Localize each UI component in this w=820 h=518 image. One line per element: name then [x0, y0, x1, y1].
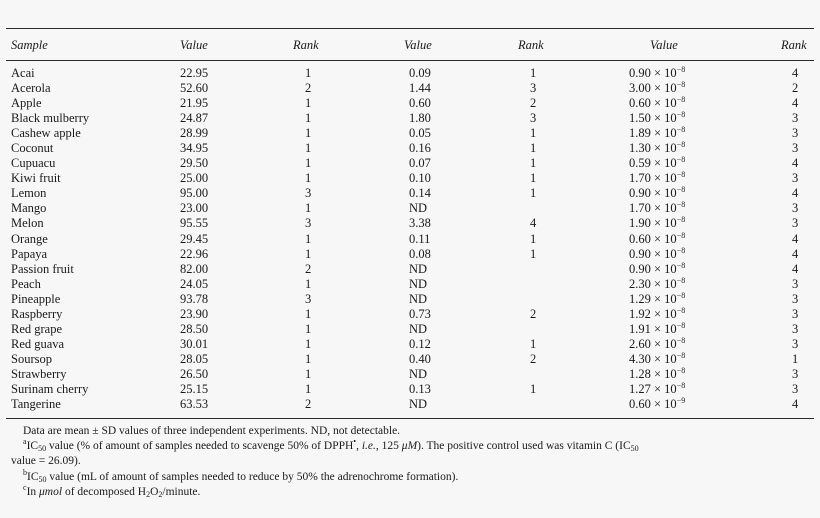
cell-value-b: ND: [409, 291, 428, 306]
cell-rank-b: 1: [530, 381, 537, 396]
cell-rank-c: 3: [792, 111, 799, 126]
header-sample: Sample: [11, 38, 48, 52]
cell-value-b: ND: [409, 201, 428, 216]
cell-rank-a: 1: [305, 96, 312, 111]
cell-value-a: 24.05: [180, 276, 209, 291]
cell-rank-c: 4: [792, 246, 799, 261]
cell-rank-b: 2: [530, 351, 537, 366]
table-row: [0, 186, 820, 201]
cell-rank-c: 3: [792, 291, 799, 306]
header-rank-a: Rank: [293, 38, 319, 52]
cell-rank-a: 1: [305, 351, 312, 366]
cell-rank-b: 2: [530, 96, 537, 111]
table-row: [0, 126, 820, 141]
cell-value-a: 30.01: [180, 336, 209, 351]
cell-sample: Lemon: [11, 186, 47, 201]
cell-rank-a: 1: [305, 321, 312, 336]
table-row: [0, 337, 820, 352]
cell-sample: Kiwi fruit: [11, 171, 61, 186]
cell-sample: Papaya: [11, 246, 48, 261]
cell-sample: Melon: [11, 216, 44, 231]
cell-sample: Peach: [11, 276, 41, 291]
cell-value-c: $1.89 \times 10^{-8}$: [629, 125, 686, 141]
cell-value-b: ND: [409, 321, 428, 336]
cell-value-a: 23.90: [180, 306, 209, 321]
cell-value-b: ND: [409, 397, 428, 412]
cell-value-b: 3.38: [409, 216, 431, 231]
cell-rank-c: 2: [792, 81, 799, 96]
table-row: [0, 141, 820, 156]
cell-sample: Orange: [11, 231, 48, 246]
cell-value-a: 26.50: [180, 366, 209, 381]
cell-value-c: $1.90 \times 10^{-8}$: [629, 215, 686, 231]
cell-value-a: 93.78: [180, 291, 209, 306]
cell-value-a: 22.96: [180, 246, 209, 261]
cell-sample: Red grape: [11, 321, 63, 336]
table-row: [0, 292, 820, 307]
table-row: [0, 232, 820, 247]
cell-rank-c: 3: [792, 276, 799, 291]
table-footnotes: [11, 424, 811, 500]
table-row: [0, 171, 820, 186]
cell-sample: Cupuacu: [11, 156, 56, 171]
bottom-rule: [6, 418, 814, 419]
cell-rank-a: 1: [305, 381, 312, 396]
cell-rank-b: 1: [530, 156, 537, 171]
cell-value-c: $1.70 \times 10^{-8}$: [629, 200, 686, 216]
cell-value-b: 0.40: [409, 351, 431, 366]
cell-rank-a: 1: [305, 156, 312, 171]
cell-value-a: 24.87: [180, 111, 209, 126]
header-rank-c: Rank: [781, 38, 807, 52]
cell-rank-a: 3: [305, 291, 312, 306]
table-row: [0, 262, 820, 277]
cell-rank-b: 1: [530, 66, 537, 80]
table-row: [0, 66, 820, 81]
cell-sample: Soursop: [11, 351, 52, 366]
table-row: [0, 201, 820, 216]
cell-sample: Black mulberry: [11, 111, 90, 126]
cell-rank-c: 3: [792, 171, 799, 186]
cell-value-a: 52.60: [180, 81, 209, 96]
cell-rank-c: 3: [792, 336, 799, 351]
cell-value-a: 29.50: [180, 156, 209, 171]
cell-sample: Coconut: [11, 141, 54, 156]
cell-rank-c: 4: [792, 261, 799, 276]
cell-value-c: $0.60 \times 10^{-9}$: [629, 396, 686, 412]
cell-value-a: 82.00: [180, 261, 209, 276]
cell-rank-a: 1: [305, 201, 312, 216]
cell-rank-a: 1: [305, 66, 312, 80]
cell-sample: Raspberry: [11, 306, 63, 321]
cell-sample: Surinam cherry: [11, 381, 89, 396]
cell-value-c: $0.59 \times 10^{-8}$: [629, 155, 686, 171]
cell-sample: Red guava: [11, 336, 65, 351]
cell-value-c: $1.30 \times 10^{-8}$: [629, 140, 686, 156]
table-row: [0, 247, 820, 262]
cell-value-b: 0.14: [409, 186, 431, 201]
cell-value-b: 0.10: [409, 171, 431, 186]
cell-sample: Acerola: [11, 81, 51, 96]
cell-value-c: $1.28 \times 10^{-8}$: [629, 365, 686, 381]
cell-rank-b: 1: [530, 126, 537, 141]
cell-sample: Apple: [11, 96, 42, 111]
cell-value-b: ND: [409, 276, 428, 291]
table-row: [0, 156, 820, 171]
table-row: [0, 322, 820, 337]
header-value-b: Value: [404, 38, 432, 52]
cell-value-a: 63.53: [180, 397, 209, 412]
cell-rank-a: 1: [305, 246, 312, 261]
cell-rank-a: 1: [305, 366, 312, 381]
table-row: [0, 216, 820, 231]
cell-rank-c: 3: [792, 306, 799, 321]
cell-rank-a: 1: [305, 306, 312, 321]
cell-value-a: 95.00: [180, 186, 209, 201]
cell-rank-b: 1: [530, 336, 537, 351]
cell-rank-b: 1: [530, 186, 537, 201]
table-row: [0, 382, 820, 397]
cell-rank-c: 4: [792, 66, 799, 80]
cell-value-b: ND: [409, 261, 428, 276]
top-rule: [6, 28, 814, 29]
header-rule: [6, 60, 814, 61]
cell-value-a: 25.15: [180, 381, 209, 396]
cell-value-a: 25.00: [180, 171, 209, 186]
table-row: [0, 367, 820, 382]
cell-rank-a: 1: [305, 276, 312, 291]
cell-value-c: $0.60 \times 10^{-8}$: [629, 230, 686, 246]
table-row: [0, 352, 820, 367]
cell-rank-c: 4: [792, 231, 799, 246]
cell-value-c: $0.90 \times 10^{-8}$: [629, 245, 686, 261]
cell-value-b: 0.07: [409, 156, 431, 171]
cell-rank-a: 1: [305, 111, 312, 126]
cell-value-a: 28.50: [180, 321, 209, 336]
table-row: [0, 81, 820, 96]
cell-value-c: $1.27 \times 10^{-8}$: [629, 380, 686, 396]
cell-rank-c: 3: [792, 321, 799, 336]
table-body: [0, 66, 820, 412]
cell-rank-c: 3: [792, 381, 799, 396]
cell-value-c: $3.00 \times 10^{-8}$: [629, 80, 686, 96]
cell-rank-b: 3: [530, 81, 537, 96]
footnote-b: $^bIC_{50}$ value (mL of amount of samples needed to reduce by 50% the adrenochrome formation).: [23, 467, 459, 484]
cell-value-c: $0.90 \times 10^{-8}$: [629, 185, 686, 201]
cell-value-c: $1.29 \times 10^{-8}$: [629, 290, 686, 306]
cell-value-b: 0.13: [409, 381, 431, 396]
cell-rank-b: 1: [530, 231, 537, 246]
footnote-a: $^aIC_{50}$ value (% of amount of samples needed to scavenge 50% of DPPH•, i.e., 125 μM). The positive control used was vitamin C ($IC_{50}$: [23, 437, 639, 454]
cell-rank-a: 2: [305, 261, 312, 276]
cell-rank-a: 1: [305, 336, 312, 351]
cell-sample: Strawberry: [11, 366, 67, 381]
cell-rank-c: 3: [792, 201, 799, 216]
table-row: [0, 307, 820, 322]
cell-value-b: 0.11: [409, 231, 431, 246]
footnote-a-continued: value = 26.09).: [11, 455, 81, 468]
cell-value-c: $0.90 \times 10^{-8}$: [629, 65, 686, 80]
cell-value-c: $2.60 \times 10^{-8}$: [629, 335, 686, 351]
cell-rank-a: 1: [305, 141, 312, 156]
table-row: [0, 397, 820, 412]
cell-value-c: $1.91 \times 10^{-8}$: [629, 320, 686, 336]
cell-value-b: 1.80: [409, 111, 431, 126]
header-value-c: Value: [650, 38, 678, 52]
cell-sample: Tangerine: [11, 397, 61, 412]
cell-value-a: 22.95: [180, 66, 209, 80]
cell-value-b: 0.09: [409, 66, 431, 80]
cell-rank-c: 3: [792, 126, 799, 141]
cell-rank-b: 1: [530, 246, 537, 261]
cell-value-a: 23.00: [180, 201, 209, 216]
cell-sample: Pineapple: [11, 291, 61, 306]
cell-rank-a: 3: [305, 216, 312, 231]
cell-rank-a: 2: [305, 81, 312, 96]
cell-rank-c: 3: [792, 141, 799, 156]
cell-sample: Cashew apple: [11, 126, 81, 141]
cell-sample: Passion fruit: [11, 261, 74, 276]
cell-value-c: $2.30 \times 10^{-8}$: [629, 275, 686, 291]
cell-rank-b: 1: [530, 171, 537, 186]
cell-value-a: 28.05: [180, 351, 209, 366]
cell-rank-b: 2: [530, 306, 537, 321]
table-row: [0, 111, 820, 126]
cell-rank-c: 4: [792, 156, 799, 171]
cell-rank-c: 3: [792, 216, 799, 231]
cell-rank-a: 3: [305, 186, 312, 201]
cell-value-c: $1.50 \times 10^{-8}$: [629, 110, 686, 126]
cell-rank-a: 1: [305, 231, 312, 246]
footnote-c: $^c$In μmol of decomposed $H_2O_2$/minute.: [23, 482, 201, 499]
cell-value-c: $0.60 \times 10^{-8}$: [629, 95, 686, 111]
header-mask: [553, 40, 623, 45]
cell-value-b: 1.44: [409, 81, 431, 96]
cell-value-b: 0.08: [409, 246, 431, 261]
cell-value-a: 21.95: [180, 96, 209, 111]
cell-value-b: 0.05: [409, 126, 431, 141]
cell-rank-c: 4: [792, 186, 799, 201]
cell-value-c: $4.30 \times 10^{-8}$: [629, 350, 686, 366]
cell-rank-a: 1: [305, 126, 312, 141]
table-row: [0, 96, 820, 111]
table-row: [0, 277, 820, 292]
cell-sample: Acai: [11, 66, 35, 80]
cell-value-b: ND: [409, 366, 428, 381]
cell-rank-b: 4: [530, 216, 537, 231]
cell-value-a: 34.95: [180, 141, 209, 156]
header-rank-b: Rank: [518, 38, 544, 52]
cell-rank-a: 2: [305, 397, 312, 412]
cell-rank-b: 3: [530, 111, 537, 126]
footnote-general: Data are mean ± SD values of three independent experiments. ND, not detectable.: [23, 425, 401, 437]
cell-value-b: 0.73: [409, 306, 431, 321]
cell-rank-c: 4: [792, 96, 799, 111]
cell-value-b: 0.16: [409, 141, 431, 156]
cell-value-c: $1.70 \times 10^{-8}$: [629, 170, 686, 186]
cell-value-b: 0.60: [409, 96, 431, 111]
cell-value-c: $0.90 \times 10^{-8}$: [629, 260, 686, 276]
cell-value-b: 0.12: [409, 336, 431, 351]
cell-value-a: 28.99: [180, 126, 209, 141]
header-value-a: Value: [180, 38, 208, 52]
cell-value-a: 95.55: [180, 216, 209, 231]
cell-rank-b: 1: [530, 141, 537, 156]
cell-rank-c: 1: [792, 351, 799, 366]
cell-rank-c: 3: [792, 366, 799, 381]
cell-rank-a: 1: [305, 171, 312, 186]
cell-rank-c: 4: [792, 397, 799, 412]
cell-sample: Mango: [11, 201, 47, 216]
cell-value-a: 29.45: [180, 231, 209, 246]
cell-value-c: $1.92 \times 10^{-8}$: [629, 305, 686, 321]
